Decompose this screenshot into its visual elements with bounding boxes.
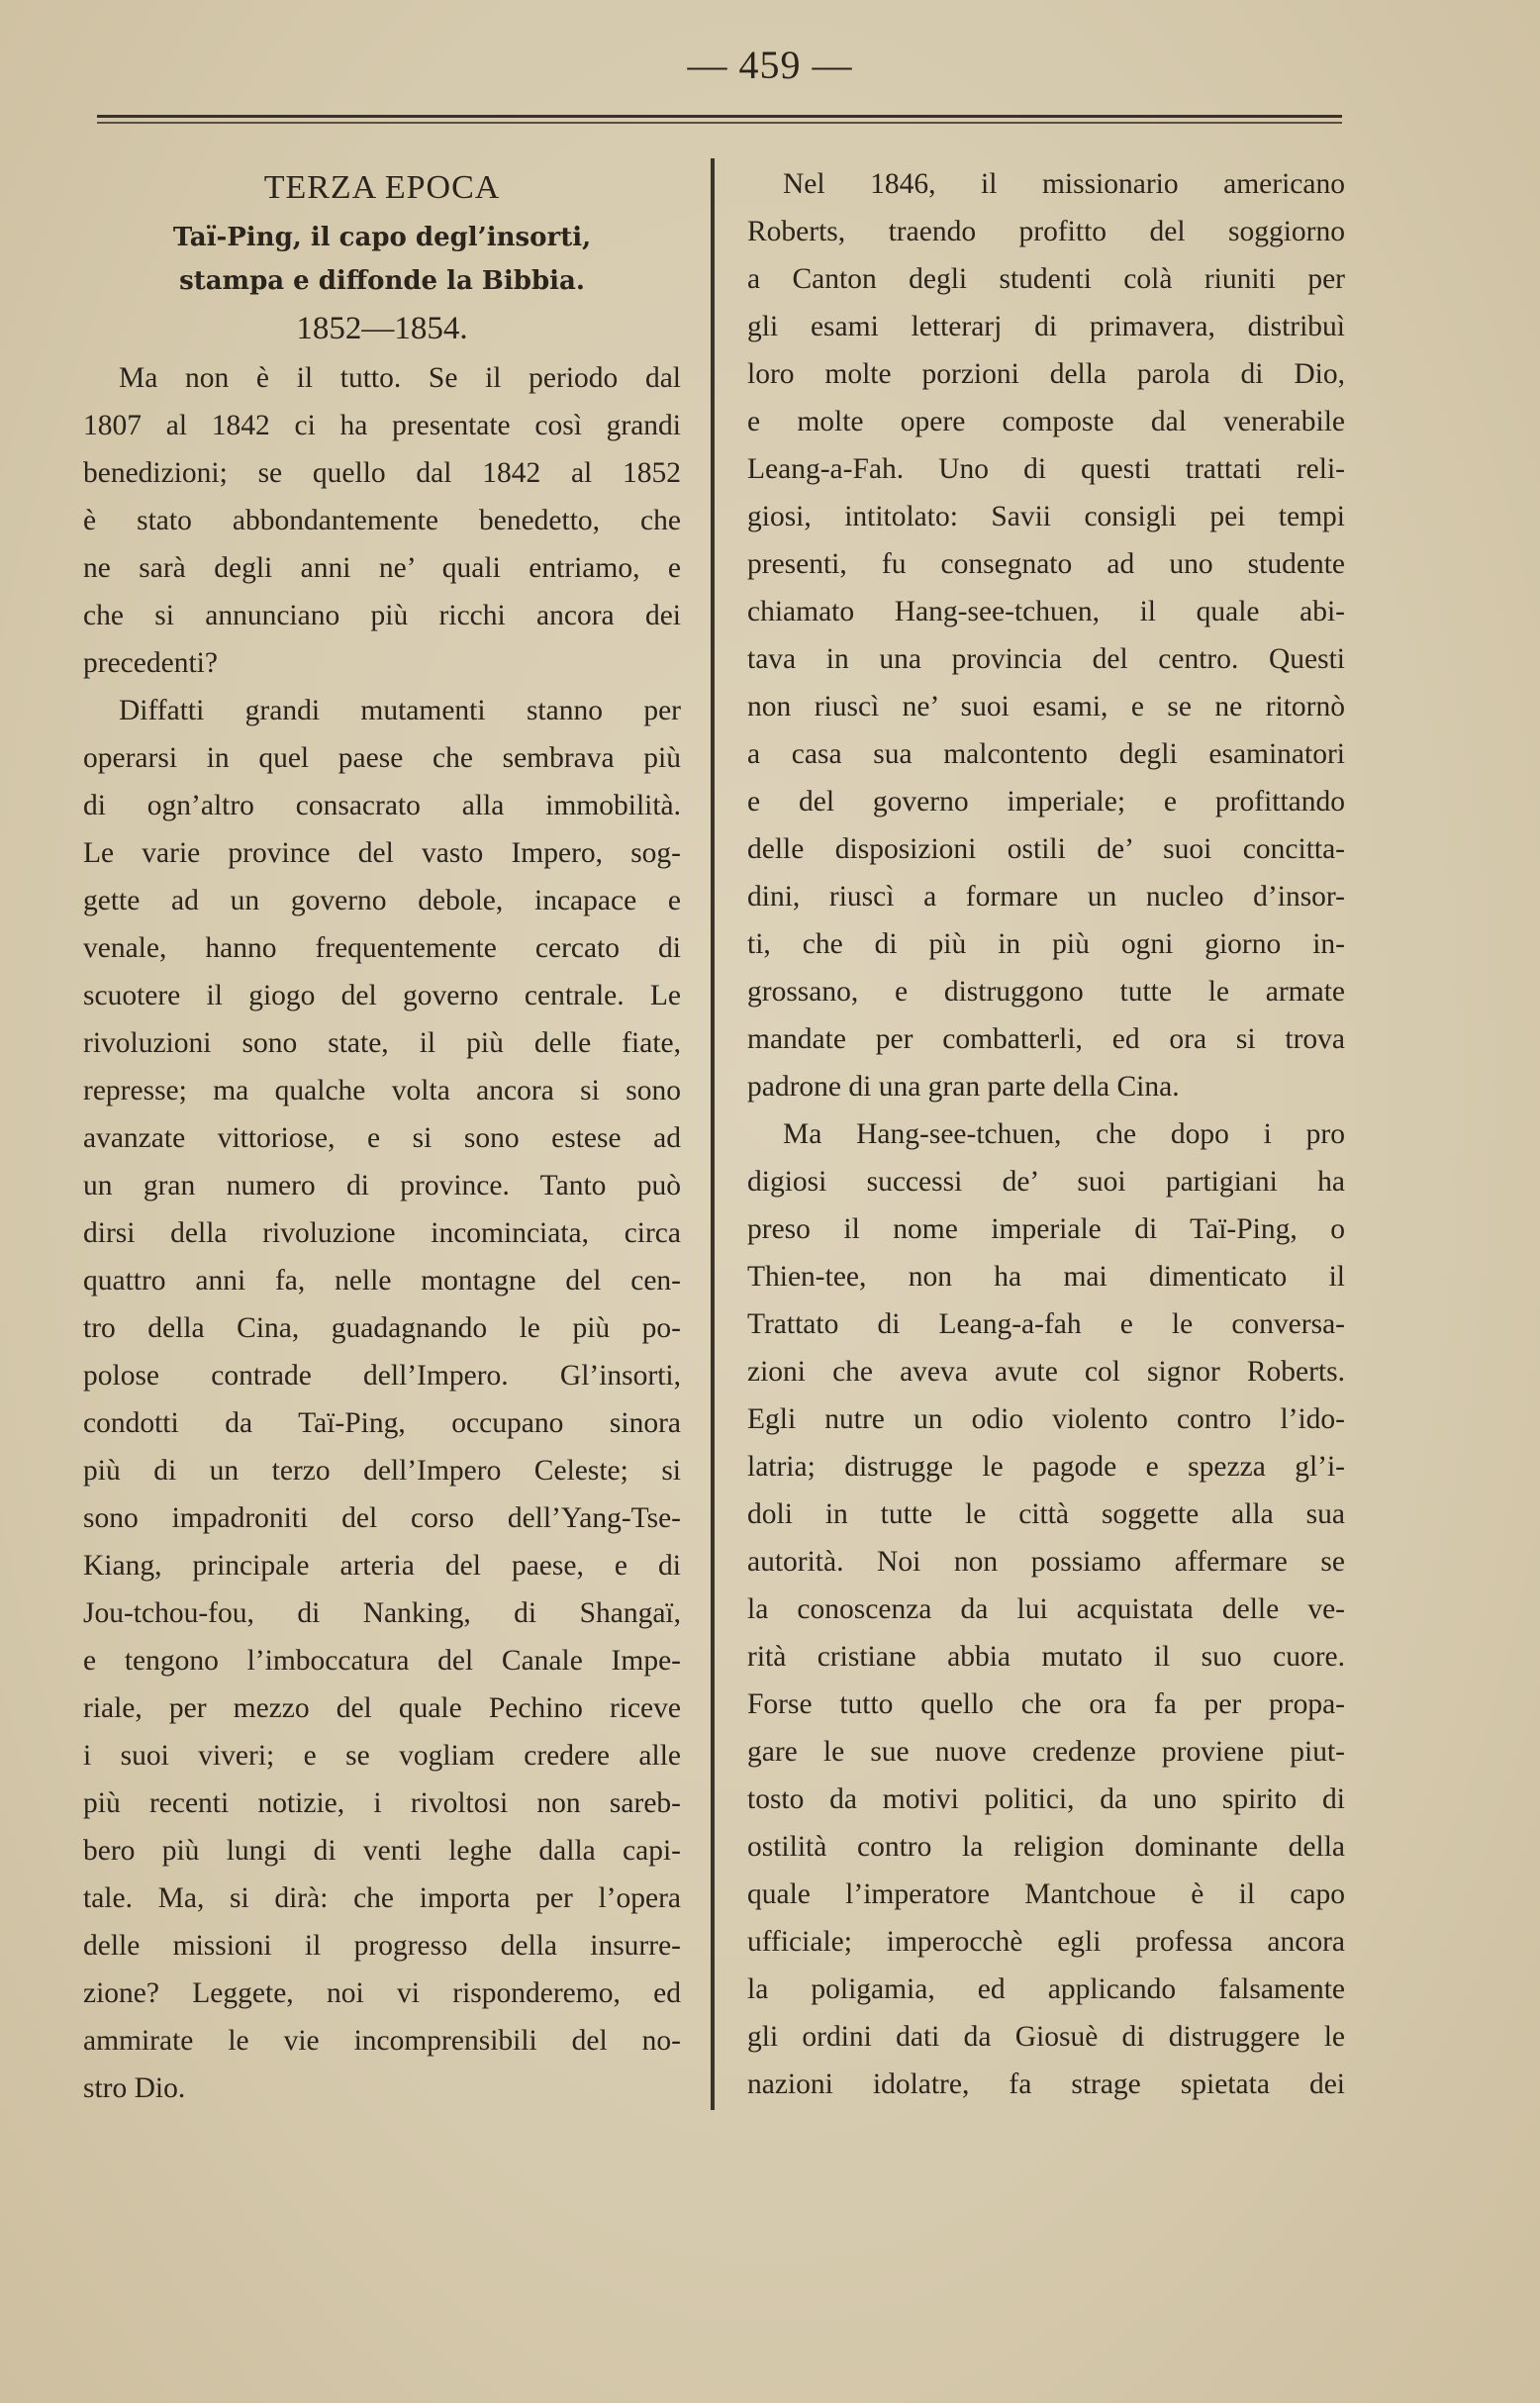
text-line: ufficiale; imperocchè egli professa ancora <box>747 1926 1345 1958</box>
text-line: la conoscenza da lui acquistata delle ve- <box>747 1593 1345 1625</box>
text-line: bero più lungi di venti leghe dalla capi- <box>83 1835 681 1867</box>
page-number: — 459 — <box>687 43 853 87</box>
text-line: gare le sue nuove credenze proviene piut- <box>747 1736 1345 1768</box>
text-line: gli ordini dati da Giosuè di distruggere le <box>747 2021 1345 2053</box>
column-divider <box>711 158 715 2110</box>
text-line: rivoluzioni sono state, il più delle fiate, <box>83 1027 681 1059</box>
text-line: Egli nutre un odio violento contro l’ido- <box>747 1403 1345 1435</box>
text-line: presenti, fu consegnato ad uno studente <box>747 548 1345 580</box>
text-line: giosi, intitolato: Savii consigli pei tempi <box>747 501 1345 532</box>
text-line: ammirate le vie incomprensibili del no- <box>83 2025 681 2057</box>
text-line: preso il nome imperiale di Taï-Ping, o <box>747 1213 1345 1245</box>
text-line: scuotere il giogo del governo centrale. Le <box>83 980 681 1011</box>
text-line: Jou-tchou-fou, di Nanking, di Shangaï, <box>83 1597 681 1629</box>
text-line: e tengono l’imboccatura del Canale Impe- <box>83 1645 681 1677</box>
text-line: rità cristiane abbia mutato il suo cuore. <box>747 1641 1345 1673</box>
text-line: e molte opere composte dal venerabile <box>747 406 1345 437</box>
text-line: Ma Hang-see-tchuen, che dopo i pro <box>783 1118 1345 1150</box>
header-rule-thin <box>97 122 1342 124</box>
text-line: Kiang, principale arteria del paese, e di <box>83 1550 681 1582</box>
text-line: e del governo imperiale; e profittando <box>747 786 1345 817</box>
text-line: polose contrade dell’Impero. Gl’insorti, <box>83 1360 681 1392</box>
text-line: tosto da motivi politici, da uno spirito di <box>747 1783 1345 1815</box>
text-line: ti, che di più in più ogni giorno in- <box>747 928 1345 960</box>
left-column <box>83 160 681 2112</box>
text-line: di ogn’altro consacrato alla immobilità. <box>83 790 681 821</box>
text-line: gette ad un governo debole, incapace e <box>83 885 681 916</box>
text-line: delle missioni il progresso della insurre- <box>83 1930 681 1962</box>
text-line: Leang-a-Fah. Uno di questi trattati reli- <box>747 453 1345 485</box>
text-line: Thien-tee, non ha mai dimenticato il <box>747 1261 1345 1293</box>
text-line: autorità. Noi non possiamo affermare se <box>747 1546 1345 1578</box>
text-line: doli in tutte le città soggette alla sua <box>747 1498 1345 1530</box>
text-line: dini, riuscì a formare un nucleo d’insor- <box>747 881 1345 913</box>
text-line: grossano, e distruggono tutte le armate <box>747 976 1345 1008</box>
text-line: i suoi viveri; e se vogliam credere alle <box>83 1740 681 1772</box>
text-line: digiosi successi de’ suoi partigiani ha <box>747 1166 1345 1198</box>
text-line: 1807 al 1842 ci ha presentate così grandi <box>83 410 681 441</box>
text-line: non riuscì ne’ suoi esami, e se ne ritornò <box>747 691 1345 722</box>
text-line: mandate per combatterli, ed ora si trova <box>747 1023 1345 1055</box>
header-rule <box>97 115 1342 118</box>
left-column-text <box>83 354 681 2112</box>
section-title: TERZA EPOCA <box>263 169 501 206</box>
text-line: zione? Leggete, noi vi risponderemo, ed <box>83 1977 681 2009</box>
text-line: Ma non è il tutto. Se il periodo dal <box>119 362 681 394</box>
text-line: nazioni idolatre, fa strage spietata dei <box>747 2068 1345 2100</box>
section-subtitle-line-2: stampa e diffonde la Bibbia. <box>179 266 585 296</box>
text-line: che si annunciano più ricchi ancora dei <box>83 600 681 631</box>
text-line: latria; distrugge le pagode e spezza gl’i- <box>747 1451 1345 1483</box>
text-line: è stato abbondantemente benedetto, che <box>83 505 681 536</box>
text-line: venale, hanno frequentemente cercato di <box>83 932 681 964</box>
text-line: più di un terzo dell’Impero Celeste; si <box>83 1455 681 1487</box>
section-subtitle-line-1: Taï-Ping, il capo degl’insorti, <box>172 223 592 252</box>
text-line: tro della Cina, guadagnando le più po- <box>83 1312 681 1344</box>
text-line: zioni che aveva avute col signor Roberts. <box>747 1356 1345 1388</box>
text-line: loro molte porzioni della parola di Dio, <box>747 358 1345 390</box>
text-line: padrone di una gran parte della Cina. <box>747 1071 1180 1103</box>
text-line: più recenti notizie, i rivoltosi non sareb- <box>83 1787 681 1819</box>
text-line: gli esami letterarj di primavera, distribuì <box>747 311 1345 342</box>
text-line: condotti da Taï-Ping, occupano sinora <box>83 1407 681 1439</box>
right-column <box>747 160 1345 2108</box>
text-line: Trattato di Leang-a-fah e le conversa- <box>747 1308 1345 1340</box>
text-line: un gran numero di province. Tanto può <box>83 1170 681 1202</box>
text-line: la poligamia, ed applicando falsamente <box>747 1973 1345 2005</box>
text-line: Roberts, traendo profitto del soggiorno <box>747 216 1345 247</box>
text-line: operarsi in quel paese che sembrava più <box>83 742 681 774</box>
text-line: benedizioni; se quello dal 1842 al 1852 <box>83 457 681 489</box>
text-line: a Canton degli studenti colà riuniti per <box>747 263 1345 295</box>
text-line: Forse tutto quello che ora fa per propa- <box>747 1688 1345 1720</box>
text-line: Le varie province del vasto Impero, sog- <box>83 837 681 869</box>
text-line: dirsi della rivoluzione incominciata, circa <box>83 1217 681 1249</box>
text-line: precedenti? <box>83 647 218 679</box>
text-line: tava in una provincia del centro. Questi <box>747 643 1345 675</box>
text-line: riale, per mezzo del quale Pechino riceve <box>83 1692 681 1724</box>
text-line: sono impadroniti del corso dell’Yang-Tse- <box>83 1502 681 1534</box>
text-line: Nel 1846, il missionario americano <box>783 168 1345 200</box>
text-line: Diffatti grandi mutamenti stanno per <box>119 695 681 726</box>
text-line: ostilità contro la religion dominante della <box>747 1831 1345 1863</box>
text-line: a casa sua malcontento degli esaminatori <box>747 738 1345 770</box>
text-line: quale l’imperatore Mantchoue è il capo <box>747 1878 1345 1910</box>
text-line: ne sarà degli anni ne’ quali entriamo, e <box>83 552 681 584</box>
text-line: represse; ma qualche volta ancora si sono <box>83 1075 681 1106</box>
right-column-text <box>747 160 1345 2108</box>
text-line: chiamato Hang-see-tchuen, il quale abi- <box>747 596 1345 627</box>
text-line: avanzate vittoriose, e si sono estese ad <box>83 1122 681 1154</box>
text-line: tale. Ma, si dirà: che importa per l’opera <box>83 1882 681 1914</box>
text-line: delle disposizioni ostili de’ suoi concitta- <box>747 833 1345 865</box>
text-line: quattro anni fa, nelle montagne del cen- <box>83 1265 681 1297</box>
text-line: stro Dio. <box>83 2072 186 2104</box>
section-dates: 1852—1854. <box>296 311 468 346</box>
